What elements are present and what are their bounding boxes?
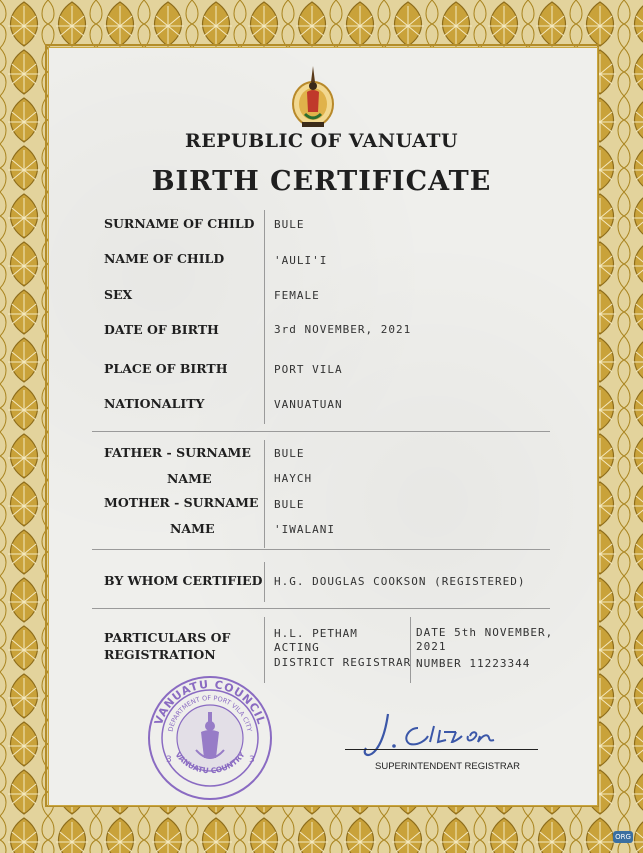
date-of-birth-value: 3rd NOVEMBER, 2021 — [274, 323, 412, 336]
column-divider — [264, 440, 265, 548]
column-divider — [264, 210, 265, 424]
place-of-birth-value: PORT VILA — [274, 363, 343, 376]
section-rule — [92, 608, 550, 609]
place-of-birth-label: PLACE OF BIRTH — [104, 361, 228, 376]
father-name-label: NAME — [167, 471, 212, 486]
sex-value: FEMALE — [274, 289, 320, 302]
coat-of-arms-icon — [290, 60, 336, 132]
seal-inner-text: DEPARTMENT OF PORT VILA CITY — [166, 693, 254, 733]
surname-of-child-value: BULE — [274, 218, 305, 231]
date-of-birth-label: DATE OF BIRTH — [104, 322, 219, 337]
registrar-signature — [360, 706, 530, 766]
name-of-child-label: NAME OF CHILD — [104, 251, 225, 266]
registrar-title: DISTRICT REGISTRAR — [274, 656, 412, 669]
section-rule — [92, 549, 550, 550]
registration-date-line1: DATE 5th NOVEMBER, — [416, 626, 554, 639]
name-of-child-value: 'AULI'I — [274, 254, 328, 267]
column-divider — [264, 562, 265, 602]
registration-number: NUMBER 11223344 — [416, 657, 531, 670]
registrar-status: ACTING — [274, 641, 320, 654]
seal-bottom-text: VANUATU COUNTRY — [173, 750, 247, 776]
mother-surname-label: MOTHER - SURNAME — [104, 495, 259, 510]
certified-by-value: H.G. DOUGLAS COOKSON (REGISTERED) — [274, 575, 526, 588]
council-seal-stamp — [146, 674, 274, 802]
corner-badge: ORG — [613, 831, 633, 843]
signature-line — [345, 749, 538, 750]
country-heading: REPUBLIC OF VANUATU — [184, 130, 459, 152]
nationality-label: NATIONALITY — [104, 396, 205, 411]
father-surname-label: FATHER - SURNAME — [104, 445, 251, 460]
certificate-paper — [48, 47, 598, 806]
signature-title: SUPERINTENDENT REGISTRAR — [375, 761, 520, 772]
father-surname-value: BULE — [274, 447, 305, 460]
registration-date-line2: 2021 — [416, 640, 447, 653]
column-divider — [410, 617, 411, 683]
registrar-name: H.L. PETHAM — [274, 627, 358, 640]
mother-name-value: 'IWALANI — [274, 523, 335, 536]
seal-outer-text: VANUATU COUNCIL — [151, 677, 269, 727]
sex-label: SEX — [104, 287, 133, 302]
certified-by-label: BY WHOM CERTIFIED — [104, 573, 263, 588]
seal-right-numeral: 3 — [249, 755, 255, 765]
certificate-title: BIRTH CERTIFICATE — [151, 166, 492, 197]
seal-left-numeral: 3 — [166, 755, 172, 765]
nationality-value: VANUATUAN — [274, 398, 343, 411]
mother-surname-value: BULE — [274, 498, 305, 511]
mother-name-label: NAME — [170, 521, 215, 536]
surname-of-child-label: SURNAME OF CHILD — [104, 216, 255, 231]
registration-label-line1: PARTICULARS OF — [104, 630, 231, 645]
section-rule — [92, 431, 550, 432]
registration-label-line2: REGISTRATION — [104, 647, 216, 662]
father-name-value: HAYCH — [274, 472, 313, 485]
